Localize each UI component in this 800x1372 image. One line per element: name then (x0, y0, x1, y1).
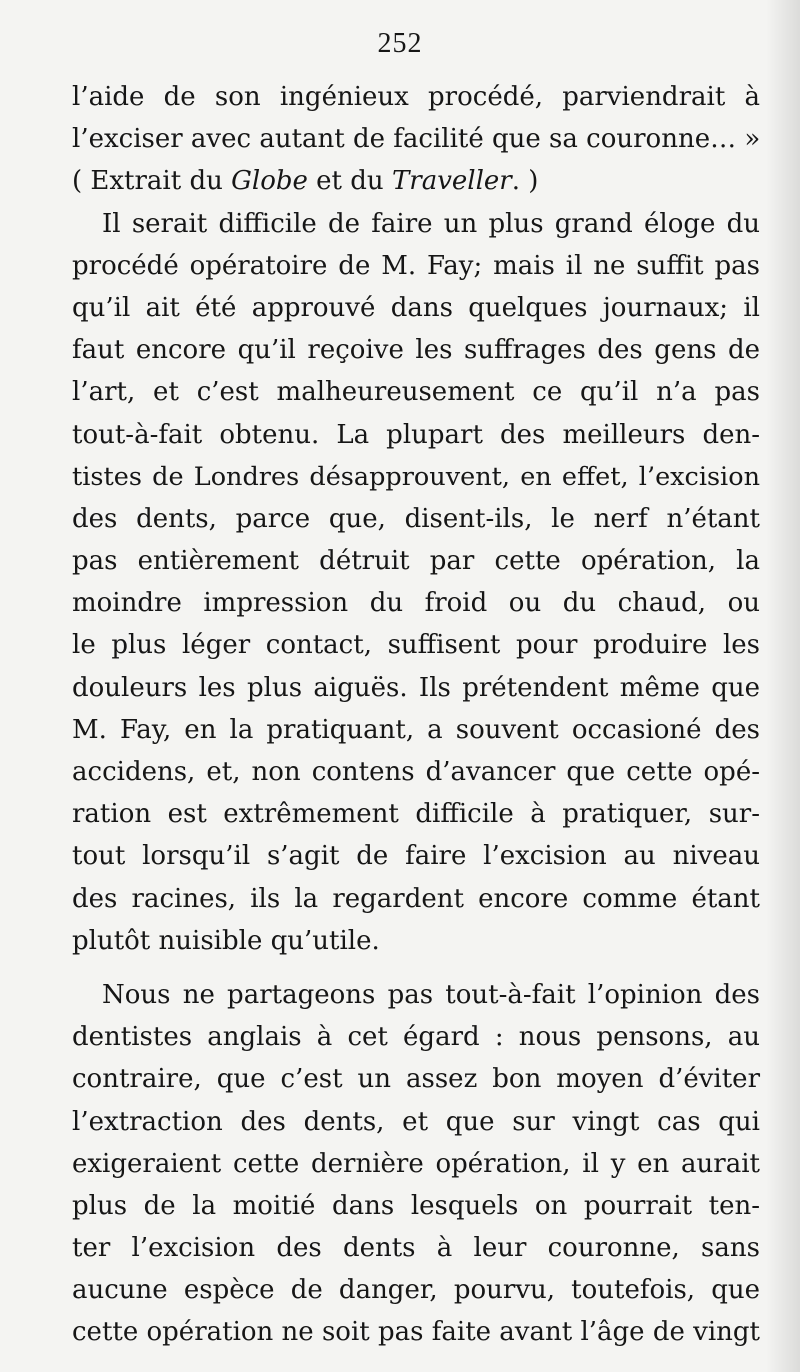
citation-and: et du (307, 166, 392, 197)
text-line: Nous ne partageons pas tout-à-fait l’opinion des (102, 979, 760, 1010)
text-line: contraire, que c’est un assez bon moyen d’éviter (72, 1064, 760, 1095)
text-line: Il serait difficile de faire un plus grand éloge du (102, 208, 760, 239)
text-line: aucune espèce de danger, pourvu, toutefois, que (72, 1275, 760, 1306)
text-line: procédé opératoire de M. Fay; mais il ne suffit pas (72, 250, 760, 281)
text-line: moindre impression du froid ou du chaud, ou (72, 588, 760, 619)
text-line: le plus léger contact, suffisent pour produire les (72, 630, 760, 661)
text-line: accidens, et, non contens d’avancer que cette opé- (72, 757, 760, 787)
page-edge-shadow (766, 0, 800, 1372)
text-line: dentistes anglais à cet égard : nous pensons, au (72, 1022, 760, 1053)
text-line: tout-à-fait obtenu. La plupart des meilleurs den- (72, 419, 760, 450)
text-line: l’exciser avec autant de facilité que sa couronne… » (72, 124, 761, 155)
paragraph-continued-quote (72, 76, 760, 203)
paragraph-dentists-opinion (72, 203, 760, 962)
source-citation (72, 160, 760, 202)
text-line: plutôt nuisible qu’utile. (72, 925, 380, 956)
page-number: 252 (377, 28, 423, 59)
text-line: ter l’excision des dents à leur couronne, sans (72, 1233, 760, 1264)
text-line: l’extraction des dents, et que sur vingt cas qui (72, 1106, 760, 1137)
text-line: M. Fay, en la pratiquant, a souvent occasioné des (72, 714, 760, 745)
text-line: ration est extrêmement difficile à pratiquer, sur- (72, 799, 760, 830)
text-line: tistes de Londres désapprouvent, en effet, l’excision (72, 461, 760, 492)
text-line: cette opération ne soit pas faite avant l’âge de vingt (72, 1317, 760, 1348)
text-line: des racines, ils la regardent encore comme étant (72, 883, 760, 914)
citation-close: . ) (511, 166, 539, 197)
text-line: tout lorsqu’il s’agit de faire l’excision au niveau (72, 841, 760, 872)
text-line: plus de la moitié dans lesquels on pourrait ten- (72, 1190, 760, 1221)
text-line: exigeraient cette dernière opération, il y en aurait (72, 1148, 760, 1179)
text-line: l’art, et c’est malheureusement ce qu’il n’a pas (72, 377, 760, 408)
text-line: pas entièrement détruit par cette opération, la (72, 546, 760, 577)
text-line: qu’il ait été approuvé dans quelques journaux; il (72, 292, 760, 323)
body-text (72, 76, 760, 1354)
text-line: faut encore qu’il reçoive les suffrages des gens de (72, 335, 760, 366)
citation-globe: Globe (231, 166, 308, 197)
citation-traveller: Traveller (391, 166, 512, 197)
paragraph-spacer (72, 962, 760, 974)
paragraph-authors-view (72, 974, 760, 1354)
text-line: des dents, parce que, disent-ils, le nerf n’étant (72, 503, 760, 534)
text-line: douleurs les plus aiguës. Ils prétendent même que (72, 672, 760, 703)
text-line: l’aide de son ingénieux procédé, parviendrait à (72, 82, 760, 112)
citation-open: ( Extrait du (72, 166, 232, 197)
